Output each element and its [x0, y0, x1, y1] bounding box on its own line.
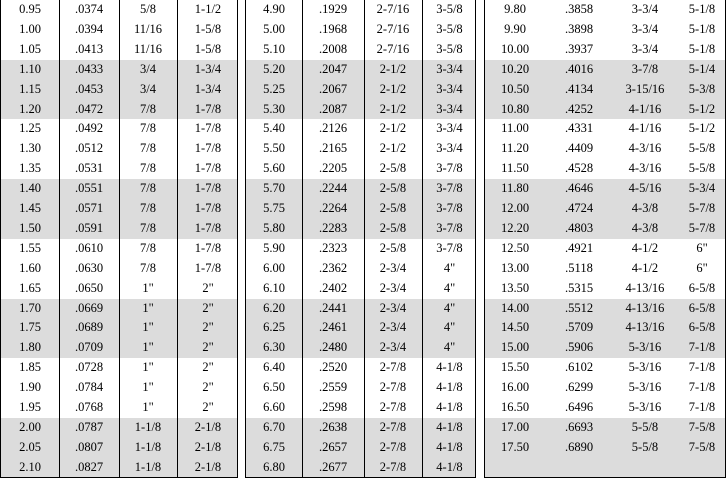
table-cell-fraction-b: 5-1/4	[688, 61, 716, 76]
table-cell-decimal-value: .4646	[564, 181, 594, 196]
table-cell-metric-value: 16.00	[500, 380, 530, 395]
table-cell-fraction-b: 2"	[202, 360, 214, 375]
table-cell-fraction-b: 7-1/8	[688, 340, 716, 355]
table-cell-metric-value: 14.00	[500, 300, 530, 315]
table-cell-metric-value: 5.75	[263, 201, 285, 215]
table-cell-fraction-a: 2-3/4	[379, 260, 407, 275]
table-cell-fraction-a: 7/8	[140, 181, 156, 196]
table-cell-fraction-b: 4"	[443, 260, 456, 275]
table-cell-metric-value: 1.90	[19, 380, 41, 395]
table-cell-fraction-b: 1-7/8	[194, 121, 222, 136]
table-cell-fraction-b: 4"	[443, 300, 456, 315]
table-cell-metric-value: 11.50	[501, 161, 529, 176]
table-cell-decimal-value: .0630	[74, 260, 104, 275]
table-cell-fraction-b: 1-7/8	[194, 181, 222, 196]
table-cell-decimal-value: .2264	[318, 201, 348, 215]
table-cell-fraction-a: 3-3/4	[631, 2, 659, 16]
table-cell-metric-value: 6.20	[263, 300, 285, 315]
table-cell-fraction-b: 1-7/8	[194, 161, 222, 176]
table-cell-fraction-b: 6-5/8	[688, 280, 716, 295]
table-cell-fraction-b: 6-5/8	[688, 300, 716, 315]
table-cell-decimal-value: .2067	[318, 81, 348, 96]
table-cell-fraction-b: 1-7/8	[194, 260, 222, 275]
table-cell-decimal-value: .0784	[74, 380, 104, 395]
table-cell-fraction-a: 3-3/4	[631, 41, 659, 56]
table-cell-decimal-value: .2657	[318, 439, 348, 454]
table-cell-fraction-b: 5-7/8	[688, 220, 716, 235]
table-cell-fraction-b: 4-1/8	[436, 419, 463, 434]
table-cell-fraction-b: 5-1/8	[688, 2, 716, 16]
table-cell-fraction-a: 4-1/2	[631, 240, 659, 255]
table-cell-metric-value: 5.10	[263, 41, 285, 56]
table-cell-metric-value: 2.10	[19, 459, 41, 474]
table-cell-metric-value: 9.90	[504, 21, 526, 36]
table-cell-decimal-value: .2126	[318, 121, 348, 136]
table-cell-fraction-a: 4-3/8	[631, 220, 659, 235]
table-cell-decimal-value: .5512	[564, 300, 594, 315]
table-cell-fraction-b: 1-1/2	[194, 2, 222, 16]
table-cell-decimal-value: .2362	[318, 260, 348, 275]
table-cell-fraction-b: 3-5/8	[436, 21, 463, 36]
table-cell-fraction-b: 2"	[202, 320, 214, 335]
table-cell-fraction-a: 2-5/8	[379, 220, 407, 235]
table-cell-metric-value: 1.55	[19, 240, 41, 255]
table-cell-fraction-a: 3-3/4	[631, 21, 659, 36]
table-cell-fraction-a: 2-7/8	[379, 400, 407, 414]
table-cell-decimal-value: .3858	[564, 2, 594, 16]
table-cell-fraction-a: 7/8	[140, 161, 156, 176]
table-cell-fraction-a: 5/8	[140, 2, 156, 16]
table-cell-fraction-b: 3-3/4	[436, 101, 463, 116]
table-cell-fraction-a: 2-7/8	[379, 459, 407, 474]
table-cell-fraction-a: 1"	[142, 360, 154, 375]
table-cell-fraction-a: 3-15/16	[625, 81, 665, 96]
table-cell-decimal-value: .1968	[318, 21, 348, 36]
table-cell-fraction-b: 4"	[443, 320, 456, 335]
table-cell-fraction-a: 5-3/16	[628, 360, 662, 375]
table-cell-decimal-value: .4528	[564, 161, 594, 176]
table-cell-fraction-b: 1-3/4	[194, 61, 222, 76]
table-cell-metric-value: 1.10	[19, 61, 41, 76]
table-cell-fraction-b: 2"	[202, 280, 214, 295]
table-cell-fraction-b: 5-5/8	[688, 161, 716, 176]
table-cell-metric-value: 14.50	[500, 320, 530, 335]
table-cell-fraction-b: 2"	[202, 380, 214, 395]
table-cell-fraction-a: 1"	[142, 400, 154, 414]
table-cell-decimal-value: .2047	[318, 61, 348, 76]
table-cell-fraction-b: 3-7/8	[436, 201, 463, 215]
table-cell-decimal-value: .3898	[564, 21, 594, 36]
table-cell-metric-value: 1.65	[19, 280, 41, 295]
table-cell-decimal-value: .2677	[318, 459, 348, 474]
table-cell-fraction-a: 7/8	[140, 240, 156, 255]
table-cell-fraction-b: 3-7/8	[436, 181, 463, 196]
table-cell-decimal-value: .2559	[318, 380, 348, 395]
table-cell-decimal-value: .0512	[74, 141, 104, 156]
table-cell-decimal-value: .2087	[318, 101, 348, 116]
table-cell-decimal-value: .6693	[564, 419, 594, 434]
table-cell-decimal-value: .2638	[318, 419, 348, 434]
table-cell-metric-value: 1.40	[19, 181, 41, 196]
table-cell-fraction-a: 4-1/16	[628, 101, 662, 116]
table-panel-right	[484, 0, 726, 478]
table-cell-metric-value: 5.50	[263, 141, 285, 156]
table-cell-metric-value: 5.40	[263, 121, 285, 136]
table-cell-fraction-b: 3-7/8	[436, 240, 463, 255]
table-cell-decimal-value: .0591	[74, 220, 104, 235]
table-cell-fraction-b: 4-1/8	[436, 400, 463, 414]
table-cell-fraction-a: 5-3/16	[628, 400, 662, 414]
table-cell-decimal-value: .0571	[74, 201, 104, 215]
table-cell-decimal-value: .2205	[318, 161, 348, 176]
table-cell-decimal-value: .6496	[564, 400, 594, 414]
table-cell-decimal-value: .0551	[74, 181, 104, 196]
table-cell-metric-value: 5.70	[263, 181, 285, 196]
table-cell-fraction-b: 3-3/4	[436, 141, 463, 156]
table-cell-fraction-a: 2-1/2	[379, 101, 407, 116]
table-cell-decimal-value: .2402	[318, 280, 348, 295]
table-cell-fraction-a: 2-5/8	[379, 201, 407, 215]
table-cell-metric-value: 6.60	[263, 400, 285, 414]
table-cell-metric-value: 5.20	[263, 61, 285, 76]
table-cell-decimal-value: .4252	[564, 101, 594, 116]
table-cell-metric-value: 10.00	[500, 41, 530, 56]
table-cell-fraction-a: 2-7/8	[379, 360, 407, 375]
table-cell-decimal-value: .0709	[74, 340, 104, 355]
table-cell-fraction-a: 3/4	[140, 61, 156, 76]
table-cell-decimal-value: .0453	[74, 81, 104, 96]
table-cell-decimal-value: .4409	[564, 141, 594, 156]
table-cell-fraction-b: 7-1/8	[688, 380, 716, 395]
table-cell-fraction-b: 1-3/4	[194, 81, 222, 96]
table-cell-decimal-value: .5315	[564, 280, 594, 295]
table-cell-fraction-a: 3-7/8	[631, 61, 659, 76]
table-cell-decimal-value: .0669	[74, 300, 104, 315]
table-cell-metric-value: 2.00	[19, 419, 41, 434]
table-cell-fraction-b: 5-1/2	[688, 101, 716, 116]
table-cell-metric-value: 1.35	[19, 161, 41, 176]
table-cell-fraction-b: 5-3/4	[688, 181, 716, 196]
table-cell-fraction-a: 1"	[142, 320, 154, 335]
table-cell-fraction-a: 4-13/16	[625, 300, 665, 315]
table-cell-fraction-b: 4-1/8	[436, 380, 463, 395]
table-cell-fraction-a: 5-3/16	[628, 340, 662, 355]
table-cell-fraction-a: 4-13/16	[625, 280, 665, 295]
table-cell-fraction-a: 2-1/2	[379, 61, 407, 76]
table-cell-fraction-a: 4-1/2	[631, 260, 659, 275]
table-cell-metric-value: 5.60	[263, 161, 285, 176]
table-cell-decimal-value: .0610	[74, 240, 104, 255]
table-cell-decimal-value: .5118	[565, 260, 593, 275]
table-cell-metric-value: 0.95	[19, 2, 41, 16]
table-cell-metric-value: 1.15	[19, 81, 41, 96]
table-cell-decimal-value: .0433	[74, 61, 104, 76]
table-cell-fraction-a: 4-5/16	[628, 181, 662, 196]
table-cell-fraction-a: 2-3/4	[379, 280, 407, 295]
table-cell-fraction-b: 2-1/8	[194, 459, 222, 474]
table-cell-decimal-value: .0807	[74, 439, 104, 454]
table-cell-fraction-b: 1-7/8	[194, 220, 222, 235]
table-cell-fraction-b: 4"	[443, 340, 456, 355]
table-cell-metric-value: 5.80	[263, 220, 285, 235]
table-cell-decimal-value: .4803	[564, 220, 594, 235]
table-cell-fraction-a: 2-3/4	[379, 340, 407, 355]
table-cell-decimal-value: .0531	[74, 161, 104, 176]
table-cell-decimal-value: .5709	[564, 320, 594, 335]
table-cell-decimal-value: .4134	[564, 81, 594, 96]
table-cell-metric-value: 1.80	[19, 340, 41, 355]
table-cell-fraction-a: 1-1/8	[134, 459, 162, 474]
table-cell-fraction-b: 1-7/8	[194, 201, 222, 215]
table-cell-fraction-b: 4"	[443, 280, 456, 295]
table-panel-middle	[245, 0, 476, 478]
table-cell-decimal-value: .0472	[74, 101, 104, 116]
table-cell-decimal-value: .0768	[74, 400, 104, 414]
table-cell-metric-value: 1.95	[19, 400, 41, 414]
table-cell-fraction-b: 6"	[696, 260, 708, 275]
table-cell-metric-value: 1.85	[19, 360, 41, 375]
table-cell-fraction-b: 1-5/8	[194, 21, 222, 36]
table-cell-fraction-a: 3/4	[140, 81, 156, 96]
table-cell-decimal-value: .0689	[74, 320, 104, 335]
table-cell-fraction-a: 2-5/8	[379, 240, 407, 255]
table-cell-fraction-b: 2-1/8	[194, 419, 222, 434]
table-cell-metric-value: 1.30	[19, 141, 41, 156]
table-cell-metric-value: 11.20	[501, 141, 529, 156]
table-cell-fraction-b: 7-1/8	[688, 400, 716, 414]
table-cell-metric-value: 13.00	[500, 260, 530, 275]
table-cell-metric-value: 10.80	[500, 101, 530, 116]
table-cell-fraction-b: 5-5/8	[688, 141, 716, 156]
table-cell-fraction-a: 7/8	[140, 101, 156, 116]
table-cell-fraction-a: 2-3/4	[379, 320, 407, 335]
table-cell-fraction-a: 1"	[142, 380, 154, 395]
table-cell-fraction-b: 6"	[696, 240, 708, 255]
table-cell-fraction-a: 4-3/16	[628, 161, 662, 176]
table-cell-metric-value: 16.50	[500, 400, 530, 414]
table-cell-metric-value: 1.20	[19, 101, 41, 116]
table-cell-fraction-b: 7-5/8	[688, 419, 716, 434]
table-cell-fraction-b: 3-3/4	[436, 81, 463, 96]
table-cell-fraction-a: 2-5/8	[379, 161, 407, 176]
table-cell-fraction-b: 7-1/8	[688, 360, 716, 375]
table-cell-fraction-a: 11/16	[133, 21, 162, 36]
table-cell-fraction-a: 2-5/8	[379, 181, 407, 196]
table-cell-fraction-a: 7/8	[140, 121, 156, 136]
table-cell-metric-value: 6.00	[263, 260, 285, 275]
table-cell-fraction-b: 4-1/8	[436, 459, 463, 474]
table-cell-decimal-value: .2323	[318, 240, 348, 255]
table-cell-decimal-value: .2461	[318, 320, 348, 335]
table-cell-metric-value: 6.80	[263, 459, 285, 474]
table-cell-fraction-b: 4-1/8	[436, 360, 463, 375]
table-cell-decimal-value: .0394	[74, 21, 104, 36]
table-cell-fraction-a: 2-7/16	[376, 2, 410, 16]
table-cell-fraction-a: 2-3/4	[379, 300, 407, 315]
table-cell-decimal-value: .2598	[318, 400, 348, 414]
table-cell-fraction-a: 2-7/8	[379, 380, 407, 395]
table-cell-fraction-a: 5-3/16	[628, 380, 662, 395]
table-cell-fraction-b: 3-3/4	[436, 121, 463, 136]
table-cell-metric-value: 6.75	[263, 439, 285, 454]
table-cell-fraction-b: 2"	[202, 400, 214, 414]
table-cell-fraction-a: 2-1/2	[379, 121, 407, 136]
table-cell-metric-value: 2.05	[19, 439, 41, 454]
table-cell-metric-value: 9.80	[504, 2, 526, 16]
table-cell-fraction-a: 1"	[142, 280, 154, 295]
table-cell-decimal-value: .0787	[74, 419, 104, 434]
table-cell-decimal-value: .0827	[74, 459, 104, 474]
table-cell-decimal-value: .3937	[564, 41, 594, 56]
table-panel-left	[0, 0, 238, 478]
table-cell-metric-value: 5.90	[263, 240, 285, 255]
table-cell-metric-value: 5.00	[263, 21, 285, 36]
table-cell-fraction-a: 7/8	[140, 260, 156, 275]
table-cell-fraction-a: 4-3/16	[628, 141, 662, 156]
table-cell-decimal-value: .2480	[318, 340, 348, 355]
table-cell-fraction-b: 1-7/8	[194, 240, 222, 255]
table-cell-metric-value: 17.00	[500, 419, 530, 434]
table-cell-fraction-b: 3-5/8	[436, 41, 463, 56]
table-cell-decimal-value: .0650	[74, 280, 104, 295]
table-cell-metric-value: 1.70	[19, 300, 41, 315]
table-cell-decimal-value: .0728	[74, 360, 104, 375]
table-cell-decimal-value: .4921	[564, 240, 594, 255]
table-cell-metric-value: 1.00	[19, 21, 41, 36]
table-cell-metric-value: 10.20	[500, 61, 530, 76]
table-cell-fraction-a: 7/8	[140, 201, 156, 215]
table-cell-metric-value: 1.50	[19, 220, 41, 235]
table-cell-metric-value: 15.00	[500, 340, 530, 355]
table-cell-fraction-a: 2-7/16	[376, 41, 410, 56]
table-cell-fraction-b: 4-1/8	[436, 439, 463, 454]
table-cell-decimal-value: .1929	[318, 2, 348, 16]
table-cell-decimal-value: .2520	[318, 360, 348, 375]
table-cell-fraction-a: 2-1/2	[379, 81, 407, 96]
table-cell-metric-value: 1.60	[19, 260, 41, 275]
table-cell-decimal-value: .2283	[318, 220, 348, 235]
table-cell-metric-value: 12.00	[500, 201, 530, 215]
table-cell-metric-value: 11.80	[501, 181, 529, 196]
table-cell-metric-value: 11.00	[501, 121, 529, 136]
table-cell-fraction-a: 1-1/8	[134, 419, 162, 434]
table-cell-metric-value: 6.10	[263, 280, 285, 295]
table-cell-metric-value: 17.50	[500, 439, 530, 454]
table-cell-decimal-value: .6102	[564, 360, 594, 375]
table-cell-fraction-b: 3-7/8	[436, 220, 463, 235]
table-cell-fraction-b: 7-5/8	[688, 439, 716, 454]
table-cell-decimal-value: .2441	[318, 300, 348, 315]
table-cell-metric-value: 1.05	[19, 41, 41, 56]
table-cell-fraction-a: 5-5/8	[631, 439, 659, 454]
table-cell-fraction-a: 1"	[142, 300, 154, 315]
table-cell-metric-value: 6.50	[263, 380, 285, 395]
table-cell-metric-value: 13.50	[500, 280, 530, 295]
table-cell-metric-value: 10.50	[500, 81, 530, 96]
table-cell-metric-value: 5.30	[263, 101, 285, 116]
table-cell-decimal-value: .0374	[74, 2, 104, 16]
table-cell-fraction-b: 6-5/8	[688, 320, 716, 335]
table-cell-fraction-b: 5-3/8	[688, 81, 716, 96]
table-cell-fraction-b: 5-7/8	[688, 201, 716, 215]
table-cell-metric-value: 5.25	[263, 81, 285, 96]
table-cell-metric-value: 1.75	[19, 320, 41, 335]
table-cell-fraction-b: 3-5/8	[436, 2, 463, 16]
table-cell-metric-value: 4.90	[263, 2, 285, 16]
table-cell-metric-value: 6.30	[263, 340, 285, 355]
table-cell-fraction-b: 5-1/8	[688, 21, 716, 36]
table-cell-fraction-a: 1"	[142, 340, 154, 355]
table-cell-decimal-value: .5906	[564, 340, 594, 355]
table-cell-fraction-a: 2-7/16	[376, 21, 410, 36]
table-cell-fraction-a: 7/8	[140, 220, 156, 235]
table-cell-metric-value: 1.25	[19, 121, 41, 136]
table-cell-decimal-value: .4331	[564, 121, 594, 136]
table-cell-fraction-a: 4-1/16	[628, 121, 662, 136]
table-cell-metric-value: 15.50	[500, 360, 530, 375]
table-cell-decimal-value: .2244	[318, 181, 348, 196]
table-cell-decimal-value: .6299	[564, 380, 594, 395]
table-cell-decimal-value: .2165	[318, 141, 348, 156]
table-cell-fraction-b: 1-5/8	[194, 41, 222, 56]
table-cell-fraction-a: 2-1/2	[379, 141, 407, 156]
table-cell-fraction-b: 3-7/8	[436, 161, 463, 176]
table-cell-fraction-b: 3-3/4	[436, 61, 463, 76]
table-cell-fraction-a: 11/16	[133, 41, 162, 56]
table-cell-fraction-a: 7/8	[140, 141, 156, 156]
table-cell-fraction-b: 2-1/8	[194, 439, 222, 454]
table-cell-fraction-a: 5-5/8	[631, 419, 659, 434]
table-cell-fraction-b: 2"	[202, 340, 214, 355]
table-cell-fraction-a: 4-13/16	[625, 320, 665, 335]
table-cell-decimal-value: .4016	[564, 61, 594, 76]
table-cell-decimal-value: .4724	[564, 201, 594, 215]
table-cell-metric-value: 12.20	[500, 220, 530, 235]
table-cell-metric-value: 1.45	[19, 201, 41, 215]
table-cell-decimal-value: .6890	[564, 439, 594, 454]
table-cell-metric-value: 12.50	[500, 240, 530, 255]
table-cell-fraction-a: 2-7/8	[379, 439, 407, 454]
table-cell-decimal-value: .2008	[318, 41, 348, 56]
table-cell-metric-value: 6.40	[263, 360, 285, 375]
table-cell-fraction-a: 2-7/8	[379, 419, 407, 434]
table-cell-metric-value: 6.25	[263, 320, 285, 335]
table-cell-metric-value: 6.70	[263, 419, 285, 434]
table-cell-decimal-value: .0413	[74, 41, 104, 56]
table-cell-fraction-b: 1-7/8	[194, 101, 222, 116]
table-cell-fraction-b: 2"	[202, 300, 214, 315]
table-cell-fraction-b: 1-7/8	[194, 141, 222, 156]
table-cell-fraction-a: 1-1/8	[134, 439, 162, 454]
table-cell-fraction-a: 4-3/8	[631, 201, 659, 215]
table-cell-fraction-b: 5-1/8	[688, 41, 716, 56]
table-cell-decimal-value: .0492	[74, 121, 104, 136]
table-cell-fraction-b: 5-1/2	[688, 121, 716, 136]
